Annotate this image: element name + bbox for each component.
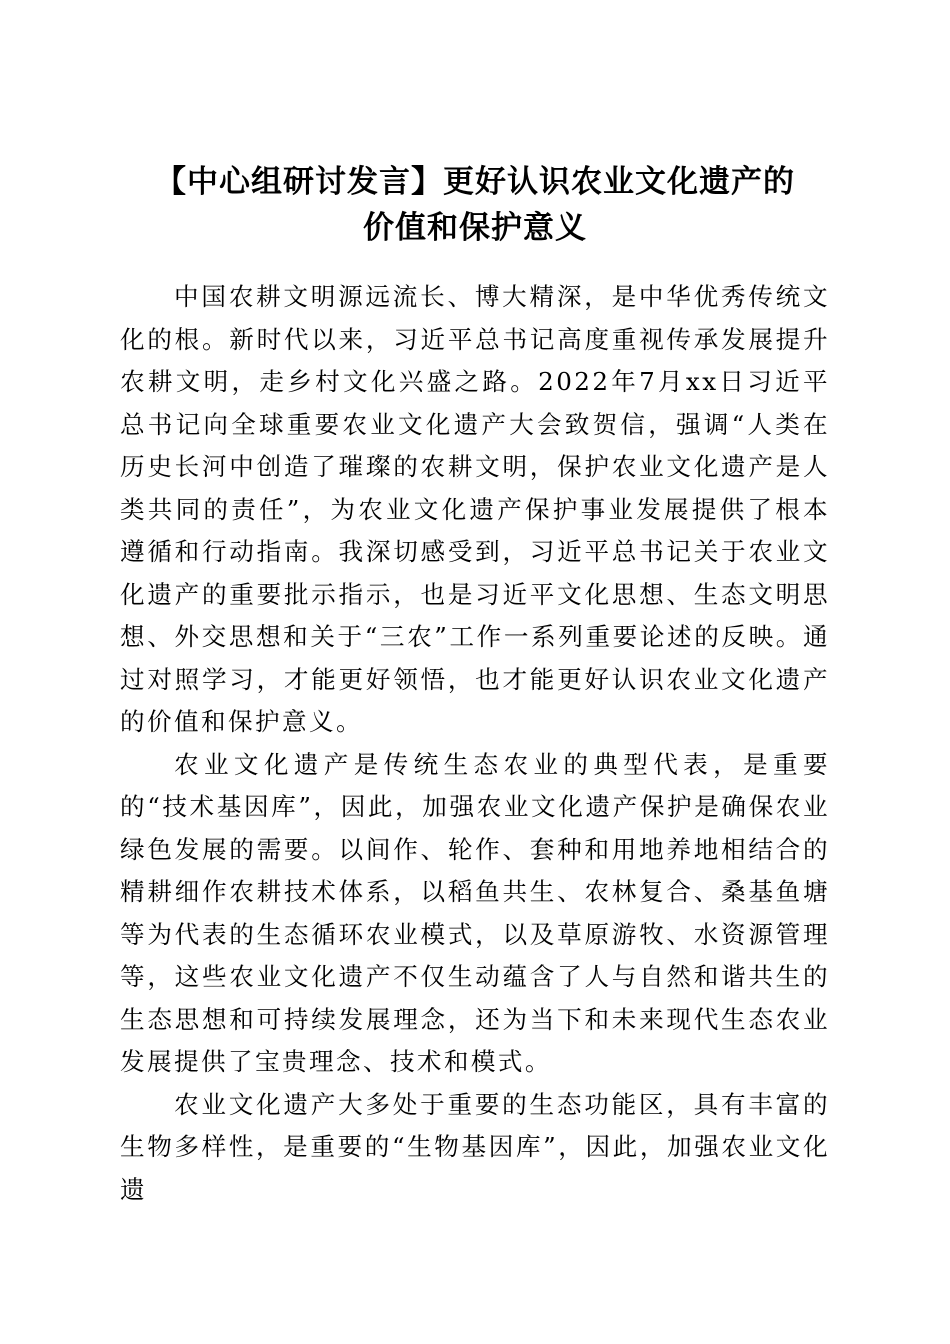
title-line-2: 价值和保护意义 bbox=[363, 209, 587, 246]
paragraph-1: 中国农耕文明源远流长、博大精深，是中华优秀传统文化的根。新时代以来，习近平总书记高度重视传承发展提升农耕文明，走乡村文化兴盛之路。2022年7月xx日习近平总书记向全球重要农业文化遗产大会致贺信，强调“人类在历史长河中创造了璀璨的农耕文明，保护农业文化遗产是人类共同的责任”，为农业文化遗产保护事业发展提供了根本遵循和行动指南。我深切感受到，习近平总书记关于农业文化遗产的重要批示指示，也是习近平文化思想、生态文明思想、外交思想和关于“三农”工作一系列重要论述的反映。通过对照学习，才能更好领悟，也才能更好认识农业文化遗产的价值和保护意义。 bbox=[120, 282, 830, 736]
paragraph-3: 农业文化遗产大多处于重要的生态功能区，具有丰富的生物多样性，是重要的“生物基因库”，因此，加强农业文化遗 bbox=[120, 1089, 830, 1204]
document-body bbox=[120, 276, 830, 1211]
paragraph-2: 农业文化遗产是传统生态农业的典型代表，是重要的“技术基因库”，因此，加强农业文化遗产保护是确保农业绿色发展的需要。以间作、轮作、套种和用地养地相结合的精耕细作农耕技术体系，以稻鱼共生、农林复合、桑基鱼塘等为代表的生态循环农业模式，以及草原游牧、水资源管理等，这些农业文化遗产不仅生动蕴含了人与自然和谐共生的生态思想和可持续发展理念，还为当下和未来现代生态农业发展提供了宝贵理念、技术和模式。 bbox=[120, 749, 830, 1076]
document-title bbox=[120, 159, 830, 251]
title-line-1: 【中心组研讨发言】更好认识农业文化遗产的 bbox=[155, 163, 795, 200]
